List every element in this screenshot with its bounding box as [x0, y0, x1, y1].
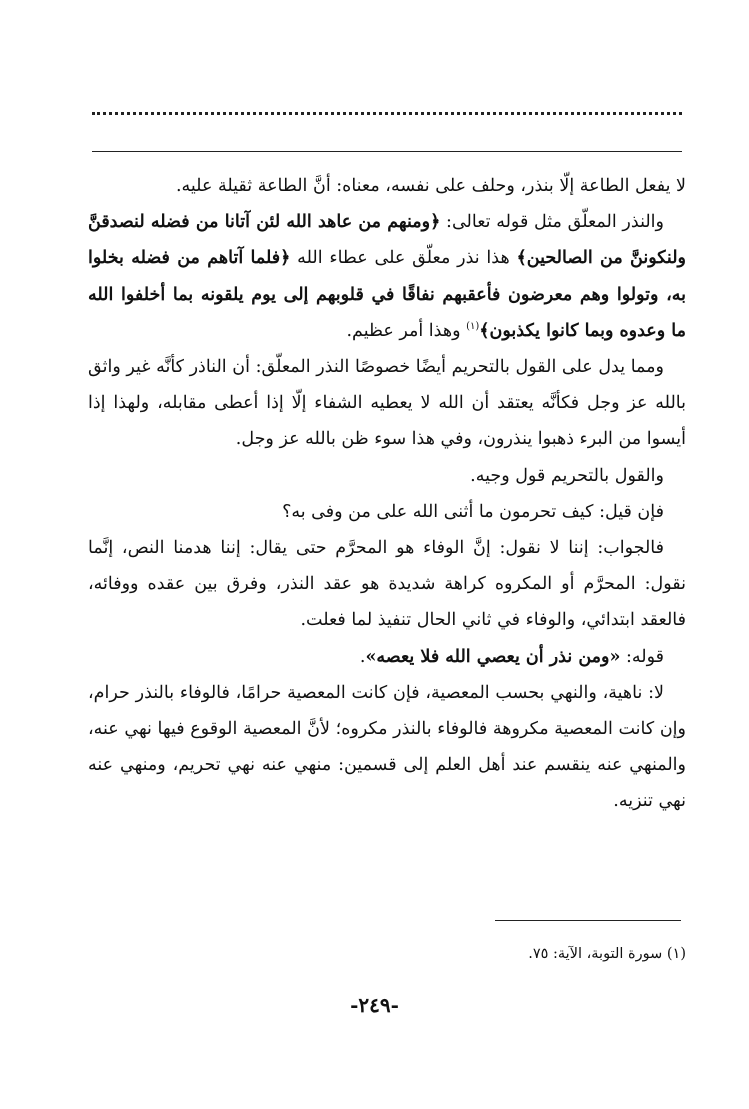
main-text: [88, 168, 686, 820]
quoted-text: ﴿ومنهم من عاهد الله لئن آتانا من فضله لنصدقنَّ ولنكوننَّ من الصالحين﴾: [88, 212, 686, 269]
footnote: (١) سورة التوبة، الآية: ٧٥.: [528, 946, 686, 962]
text-segment: وهذا أمر عظيم.: [346, 320, 467, 341]
paragraph: [88, 639, 686, 675]
dotted-header-line: [92, 112, 682, 115]
quoted-text: «ومن نذر أن يعصي الله فلا يعصه»: [365, 646, 621, 667]
text-segment: والقول بالتحريم قول وجيه.: [470, 465, 664, 486]
paragraph: [88, 530, 686, 639]
page-number: -٢٤٩-: [350, 993, 399, 1017]
text-segment: فإن قيل: كيف تحرمون ما أثنى الله على من وفى به؟: [282, 501, 664, 522]
paragraph: [88, 458, 686, 494]
text-segment: لا يفعل الطاعة إلّا بنذر، وحلف على نفسه، معناه: أنَّ الطاعة ثقيلة عليه.: [175, 176, 686, 196]
header-divider: [92, 151, 682, 152]
paragraph: [88, 168, 686, 204]
paragraph: [88, 204, 686, 349]
text-segment: لا: ناهية، والنهي بحسب المعصية، فإن كانت المعصية حرامًا، فالوفاء بالنذر حرام، وإن كانت المعصية مكروهة فالوفاء بالنذر مكروه؛ لأنَّ المعصية الوقوع فيها نهي عنه، والمنهي عنه ينقسم عند أهل العلم إلى قسمين: منهي عنه نهي تحريم، ومنهي عنه نهي تنزيه.: [88, 682, 686, 812]
paragraph: [88, 494, 686, 530]
quoted-text: ﴿فلما آتاهم من فضله بخلوا به، وتولوا وهم معرضون فأعقبهم نفاقًا في قلوبهم إلى يوم يلقونه بما أخلفوا الله ما وعدوه وبما كانوا يكذبون﴾: [88, 248, 686, 341]
footnote-marker: (١): [466, 320, 480, 332]
text-segment: ومما يدل على القول بالتحريم أيضًا خصوصًا النذر المعلّق: أن الناذر كأنَّه غير واثق بالله عز وجل فكأنَّه يعتقد أن الله لا يعطيه الشفاء إلّا إذا أعطى مقابله، ولهذا إذا أيسوا من البرء ذهبوا ينذرون، وفي هذا سوء ظن بالله عز وجل.: [88, 357, 686, 450]
paragraph: [88, 349, 686, 458]
text-segment: قوله:: [620, 646, 664, 667]
paragraph: [88, 675, 686, 820]
text-segment: والنذر المعلّق مثل قوله تعالى:: [440, 212, 664, 233]
text-segment: فالجواب: إننا لا نقول: إنَّ الوفاء هو المحرَّم حتى يقال: إننا هدمنا النص، إنَّما نقول: المحرَّم أو المكروه كراهة شديدة هو عقد النذر، وفرق بين عقده ووفائه، فالعقد ابتدائي، والوفاء في ثاني الحال تنفيذ لما فعلت.: [88, 538, 686, 631]
text-segment: هذا نذر معلّق على عطاء الله: [290, 248, 517, 269]
text-segment: .: [359, 646, 366, 667]
footnote-divider: [495, 920, 681, 921]
